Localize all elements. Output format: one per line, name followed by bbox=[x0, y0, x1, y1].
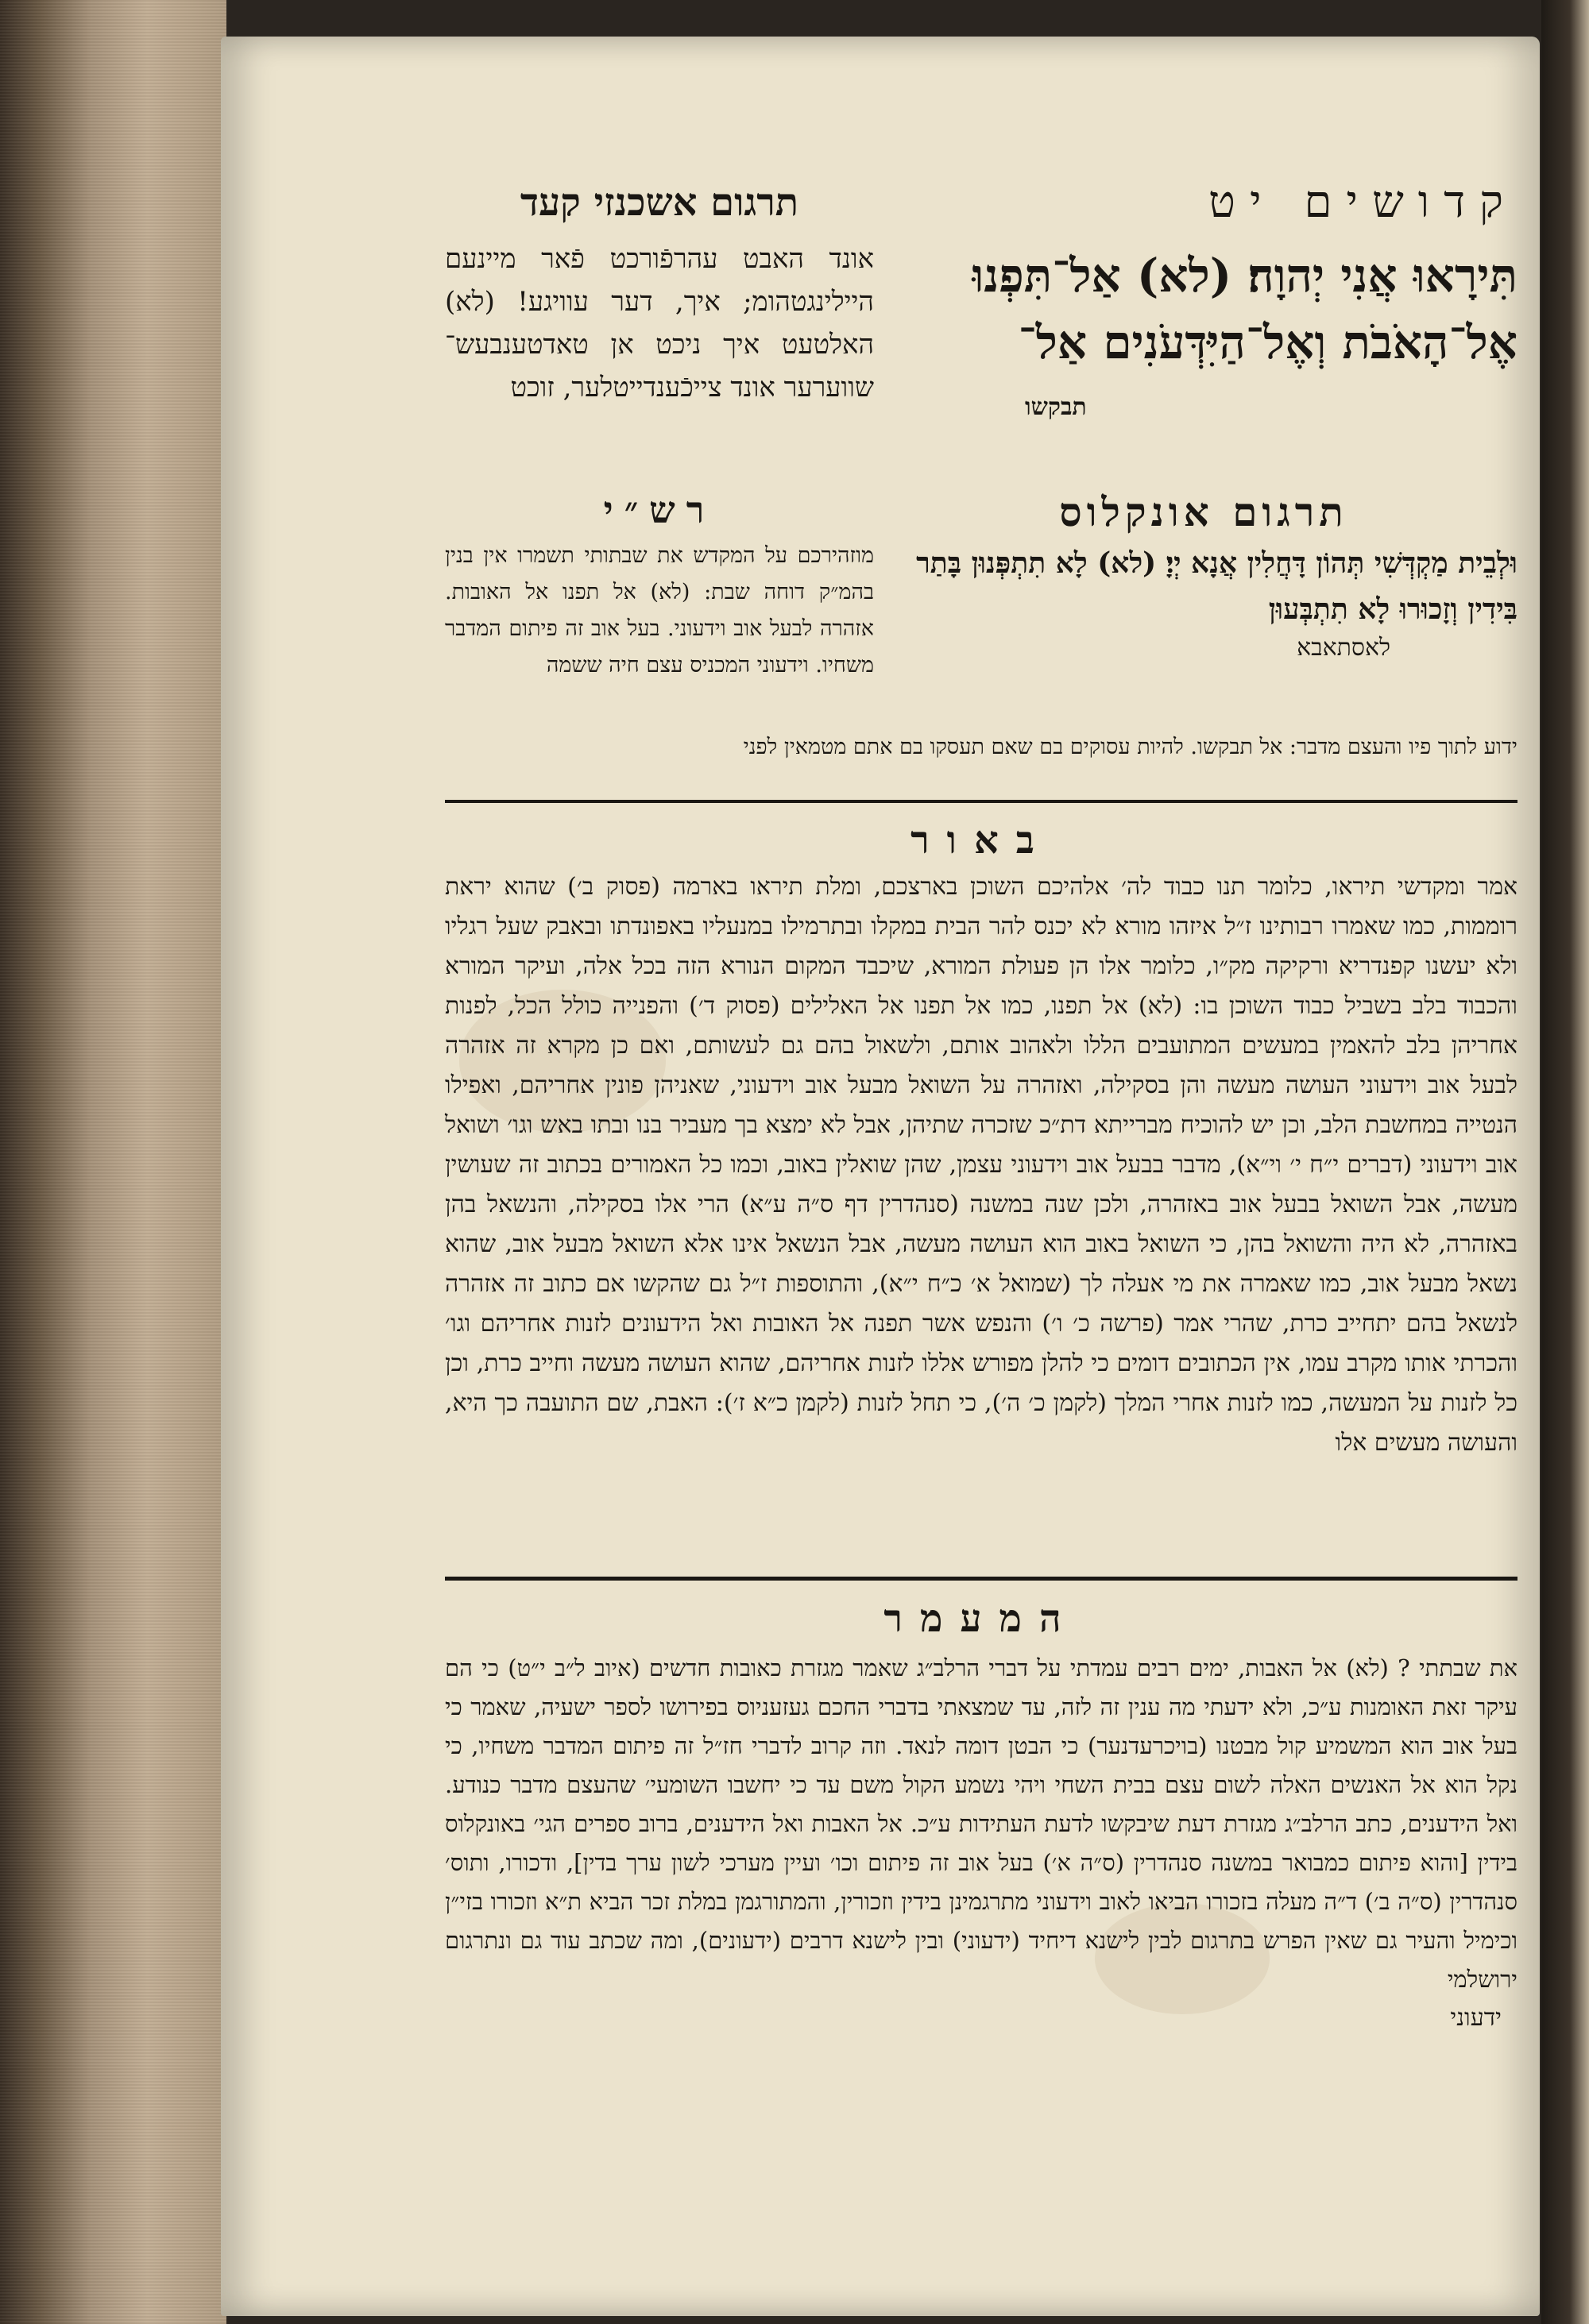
rashi-text: מוזהירכם על המקדש את שבתותי תשמרו אין בנין בהמ״ק דוחה שבת: (לא) אל תפנו אל האובות. אזהרה לבעל אוב וידעוני. בעל אוב זה פיתום המדבר משחיו. וידעוני המכניס עצם חיה ששמה bbox=[445, 543, 874, 678]
translation-text: אונד האבט עהרפֿורכט פֿאר מיינעם היילינגטהומ; איך, דער עוויגע! (לא) האלטעט איך ניכט אן טאדטענבעש־ שווערער אונד צייכֿענדייטלער, זוכט bbox=[445, 243, 874, 403]
translation-title: תרגום אשכנזי קעד bbox=[520, 180, 799, 225]
rashi-title: רש״י bbox=[603, 488, 716, 531]
book-page-edges bbox=[0, 0, 226, 2324]
meamer-text: את שבתתי ? (לא) אל האבות, ימים רבים עמדתי על דברי הרלב״ג שאמר מגזרת כאובות חדשים (איוב ל״ב י״ט) כי הם עיקר זאת האומנות ע״כ, ולא ידעתי מה ענין זה לזה, עד שמצאתי בדברי החכם געזעניוס בפירושו לספר ישעיה, שאמר כי בעל אוב הוא המשמיע קול מבטנו (בויכרעדנער) כי הבטן דומה לנאד. וזה קרוב לדברי חז״ל זה פיתום המדבר משחיו, כי נקל הוא אל האנשים האלה לשום עצם בבית השחי ויהי נשמע הקול משם עד כי יחשבו השומעי׳ שהעצם מדבר כנודע. ואל הידענים, כתב הרלב״ג מגזרת דעת שיבקשו לדעת העתידות ע״כ. אל האבות ואל הידענים, ברוב ספרים הגי׳ באונקלוס בידין [והוא פיתום כמבואר במשנה סנהדרין (ס״ה א׳) בעל אוב זה פיתום וכו׳ ועיין מערכי לשון ערך בדין], ודכורו, ותוס׳ סנהדרין (ס״ה ב׳) ד״ה מעלה בזכורו הביאו לאוב וידעוני מתרגמינן בידין וזכורין, והמתורגמן במלת זכר הביא ת״א וזכורו בזי״ן וכימיל והעיר גם שאין הפרש בתרגום לבין לישנא דיחיד (ידעוני) ובין לישנא דרבים (ידעונים), ומה שכתב עוד גם ונתרגום ירושלמי bbox=[445, 1654, 1517, 1993]
main-verse: תִּירָאוּ אֲנִי יְהוָה׃ (לא) אַל־תִּפְנוּ אֶל־הָאֹבֹת וְאֶל־הַיִּדְּעֹנִים אַל־ bbox=[972, 249, 1517, 369]
divider-rule bbox=[445, 800, 1517, 803]
main-catchword: תבקשו bbox=[1025, 393, 1087, 421]
meamer-section bbox=[445, 1596, 1517, 2032]
onkelos-section bbox=[890, 488, 1517, 662]
onkelos-catchword: לאסתאבא bbox=[1297, 634, 1390, 662]
page-content bbox=[445, 171, 1517, 2172]
biur-text: אמר ומקדשי תיראו, כלומר תנו כבוד לה׳ אלהיכם השוכן בארצכם, ומלת תיראו בארמה (פסוק ב׳) שהוא יראת רוממות, כמו שאמרו רבותינו ז״ל איזהו מורא לא יכנס להר הבית במקלו ובתרמילו במנעליו באפונדתו ובאבק שעל רגליו ולא יעשנו קפנדריא ורקיקה מק״ו, כלומר אלו הן פעולת המורא, שיכבד המקום הנורא הזה בכל אלה, ועיקר המורא והכבוד בלב בשביל כבוד השוכן בו: (לא) אל תפנו, כמו אל תפנו אל האלילים (פסוק ד׳) והפנייה כולל הכל, לפנות אחריהן בלב להאמין במעשים המתועבים הללו ולאהוב אותם, ולשאול בהם גם לעשותם, ואם כן מקרא זה אזהרה לבעל אוב וידעוני העושה מעשה והן בסקילה, ואזהרה על השואל מבעל אוב וידעוני, שאניהן פונין אחריהם, ואפילו הנטייה במחשבת הלב, וכן יש להוכיח מברייתא דת״כ שזכרה שתיהן, אבל לא ימצא בך מעביר בנו ובתו באש וגו׳ ושואל אוב וידעוני (דברים י״ח י׳ וי״א), מדבר בבעל אוב וידעוני עצמן, שהן שואלין באוב, וכמו כל האמורים בכתוב זה שעושין מעשה, אבל השואל בבעל אוב באזהרה, ולכן שנה במשנה (סנהדרין דף ס״ה ע״א) הרי אלו בסקילה, והנשאל בהן באזהרה, לא היה והשואל בהן, כי השואל באוב הוא העושה מעשה, אבל הנשאל אינו אלא השואל מבעל אוב, שהוא נשאל מבעל אוב, כמו שאמרה את מי אעלה לך (שמואל א׳ כ״ח י״א), והתוספות ז״ל גם שהקשו אם כתוב זה אזהרה לנשאל בהם יתחייב כרת, שהרי אמר (פרשה כ׳ ו׳) והנפש אשר תפנה אל האובות ואל הידעונים לזנות אחריהם וגו׳ והכרתי אותו מקרב עמו, אין הכתובים דומים כי להלן מפורש אללו לזנות אחריהם, שהוא העושה מעשה וחייב כרת, וכן כל לזנות על המעשה, כמו לזנות אחרי המלך (לקמן כ׳ ה׳), כי תחל לזנות (לקמן כ״א ז׳): האבת, שם התועבה כך היא, והעושה מעשים אלו bbox=[445, 873, 1517, 1457]
meamer-title: המעמר bbox=[883, 1596, 1079, 1641]
onkelos-title: תרגום אונקלוס bbox=[1059, 488, 1348, 535]
running-head: קדושים יט bbox=[1208, 176, 1517, 228]
biur-section bbox=[445, 818, 1517, 1463]
rashi-continuation: ידוע לתוך פיו והעצם מדבר: אל תבקשו. להיות עסוקים בם שאם תעסקו בם אתם מטמאין לפני bbox=[743, 735, 1517, 759]
meamer-catchword: ידעוני bbox=[1450, 2004, 1502, 2032]
rashi-section bbox=[445, 488, 874, 684]
next-page-edge bbox=[1541, 0, 1589, 2324]
divider-rule bbox=[445, 1577, 1517, 1581]
onkelos-text: וּלְבֵית מַקְדְּשִׁי תְּהוֹן דָּחֲלִין אֲנָא יְיָ׃ (לא) לָא תִתְפְּנוּן בָּתַר בִּידִין וְזָכוּרוּ לָא תִתְבְּעוּן bbox=[916, 546, 1517, 626]
biur-title: באור bbox=[910, 818, 1052, 863]
